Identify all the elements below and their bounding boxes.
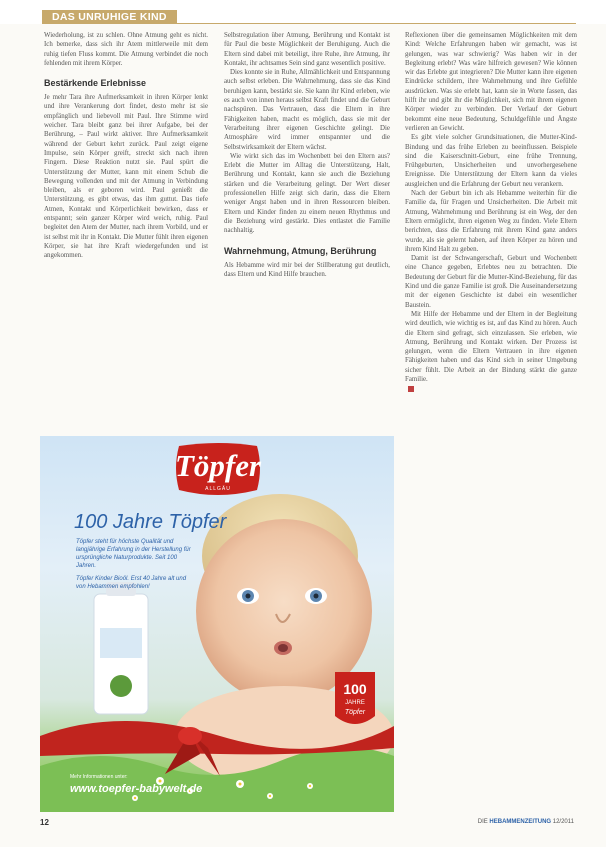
header-rule: [42, 23, 576, 24]
brand-subline: ALLGÄU: [205, 486, 231, 492]
anniversary-seal: [330, 672, 380, 737]
col2-paragraph: Als Hebamme wird mir bei der Stillberatung gut deutlich, dass Eltern und Kind Hilfe brauchen.: [224, 261, 390, 278]
col3-paragraph: Damit ist der Schwangerschaft, Geburt und Wochenbett eine Chance gegeben, Erlebtes neu zu betrachten. Die Bedeutung der Geburt für die Mutter-Kind-Beziehung, für das Kind und die ganze Familie ist groß. Die Auseinandersetzung mit der eigenen Geschichte ist dabei ein wesentlicher Baustein.: [405, 255, 577, 309]
advertisement: [40, 436, 394, 812]
col3-paragraph: Mit Hilfe der Hebamme und der Eltern in der Begleitung wird deutlich, wie wichtig es ist, auf das Kind zu hören. Auch die Eltern sind gefragt, sich einzulassen. Sie erleben, wie Atmung, Berührung und Kontakt wirken. Der Prozess ist gelungen, wenn die Eltern Vertrauen in ihre eigenen Fähigkeiten haben und das Kind sich in seiner Umgebung sicher fühlt. Die Arbeit an der Bindung stärkt die ganze Familie.: [405, 310, 577, 383]
col2-paragraph: Wie wirkt sich das im Wochenbett bei den Eltern aus? Erlebt die Mutter im Alltag die Unterstützung, Halt, Berührung und Kontakt, kann sie auch die Beziehung stärken und die Verarbeitung gelingt. Der Wert dieser professionellen Hilfe zeigt sich darin, dass die Eltern weniger Angst haben und in ihren Ressourcen bleiben. Eltern und Kinder finden zu einem neuen Rhythmus und die Beziehung wird gestärkt. Dies entlastet die Familie nachhaltig.: [224, 152, 390, 235]
col3-paragraph: Nach der Geburt bin ich als Hebamme weiterhin für die Familie da, für Fragen und Unsicherheiten. Die Arbeit mit Atmung, Wahrnehmung und Berührung ist ein Weg, der den Eltern ermöglicht, ihren eigenen Weg zu finden. Viele Eltern berichten, dass die Erfahrung mit ihrem Kind ganz anders wurde, als sie gelernt haben, auf ihren Körper zu hören und ihrem Kind Halt zu geben.: [405, 190, 577, 253]
brand-logo: [171, 442, 265, 502]
ad-body-text: Töpfer Kinder Bioöl. Erst 40 Jahre alt und von Hebammen empfohlen!: [76, 576, 187, 590]
ad-body-text: Töpfer steht für höchste Qualität und langjährige Erfahrung in der Herstellung für ursprüngliche Naturprodukte. Seit 100 Jahren.: [76, 539, 191, 569]
magazine-name: HEBAMMENZEITUNG: [489, 819, 552, 825]
magazine-issue: 12/2011: [551, 819, 574, 825]
page-header: [0, 0, 606, 24]
seal-brand: Töpfer: [344, 709, 366, 716]
article-column-1: [44, 31, 208, 431]
col1-paragraph: Wiederholung, ist zu schlen. Ohne Atmung geht es nicht. Ich bemerke, dass sich ihr Atem mittlerweile mit dem ruhig tiefen Fluss kommt. Die Atmung verbindet die noch fehlenden mit ihrem Körper.: [44, 32, 208, 67]
article-column-2: [224, 31, 390, 431]
ad-url-caption: Mehr Informationen unter:: [70, 774, 128, 780]
article-column-3: [405, 31, 577, 831]
col1-subheading: Bestärkende Erlebnisse: [44, 78, 147, 89]
seal-word: JAHRE: [345, 700, 365, 706]
ad-body: [76, 538, 192, 596]
magazine-footer: [478, 819, 574, 825]
seal-number: 100: [343, 681, 367, 697]
section-label: DAS UNRUHIGE KIND: [42, 10, 177, 24]
ad-url[interactable]: www.toepfer-babywelt.de: [70, 783, 203, 795]
col2-paragraph: Selbstregulation über Atmung, Berührung und Kontakt ist für Paul die beste Möglichkeit der Beruhigung. Auch die Eltern sind dabei mit beteiligt, ihre Ruhe, ihre Atmung, ihr Kontakt, ihr achtsames Sein sind ganz wesentlich positive.: [224, 32, 390, 67]
col2-subheading: Wahrnehmung, Atmung, Berührung: [224, 245, 377, 256]
ad-headline: 100 Jahre Töpfer: [74, 511, 227, 533]
col2-paragraph: Dies konnte sie in Ruhe, Allmählichkeit und Entspannung auch selbst erleben. Die Wahrnehmung, dass sie das Kind beruhigen kann, bestärkt sie. Sie kann ihr Kind erleben, wie es auch von innen heraus selbst Kraft findet und die Geburt nachspüren. Das Vertrauen, dass die Eltern in ihre Fähigkeiten haben, macht es möglich, dass sie mit der Verarbeitung ihrer eigenen Geschichte gelingt. Die Atmosphäre wird immer entspannter und die Selbstwirksamkeit der Eltern wächst.: [224, 69, 390, 151]
brand-name: Töpfer: [174, 448, 262, 483]
col3-paragraph: Reflexionen über die gemeinsamen Möglichkeiten mit dem Kind: Welche Erfahrungen haben wir gemacht, was ist gelungen, was war schwierig? Was haben wir in der Begleitung erlebt? Was wäre hilfreich gewesen? Wie können wir das Erlebte gut integrieren? Die Mutter kann ihre eigenen Eindrücke schildern, ihre Wahrnehmung und ihre Gefühle ausdrücken. Was sie erlebt hat, kann sie in Worte fassen, das hilft ihr und gibt ihr die Möglichkeit, sich mit ihrem eigenen Körper wieder zu verbinden. Der Verlauf der Geburt bekommt eine neue Bedeutung, Schuldgefühle und Ängste verlieren an Gewicht.: [405, 32, 577, 132]
page-number: 12: [40, 818, 49, 827]
col1-paragraph: Je mehr Tara ihre Aufmerksamkeit in ihren Körper lenkt und ihre Verankerung dort findet, desto mehr ist sie empfänglich und liebevoll mit Paul. Ihre Stimme wird weicher. Tara bleibt ganz bei ihrer Aufgabe, bei der Berührung, – Paul wirkt aktiver. Ihre Aufmerksamkeit während der Geburt kehrt zurück. Paul zeigt eigene Impulse, sein Körper greift, streckt sich nach ihren Fingern. Diese Reaktion nutzt sie. Paul spürt die Unterstützung der Mutter, kann mit einem Schub die Bewegung vollenden und mit der Atmung in Verbindung bleiben, als er geboren wird. Paul genießt die Unterstützung, es gibt etwas, das ihm guttut. Das tiefe Atmen, Kontakt und Körperlichkeit bewirken, dass er entspannt; sein ganzer Körper wird weich, ruhig. Paul begleitet den Atem der Mutter, nach ihrem Vorbild, und er ist selbst mit ihr in Kontakt. Die Mutter fühlt ihren eigenen Körper, sie hat ihre Kraft wiedergefunden und ist angekommen.: [44, 94, 208, 260]
magazine-prefix: DIE: [477, 819, 490, 825]
col3-paragraph: Es gibt viele solcher Grundsituationen, die Mutter-Kind-Bindung und das frühe Erleben zu beeinflussen. Beispiele sind die Kaiserschnitt-Geburt, eine frühe Trennung, Frühgeburten, Unsicherheiten und unvorhergesehene Ereignisse. Die Unterstützung der Eltern kann da vieles ausgleichen und die Erfahrung der Geburt neu verankern.: [405, 134, 577, 188]
article-end-mark: [408, 386, 414, 392]
